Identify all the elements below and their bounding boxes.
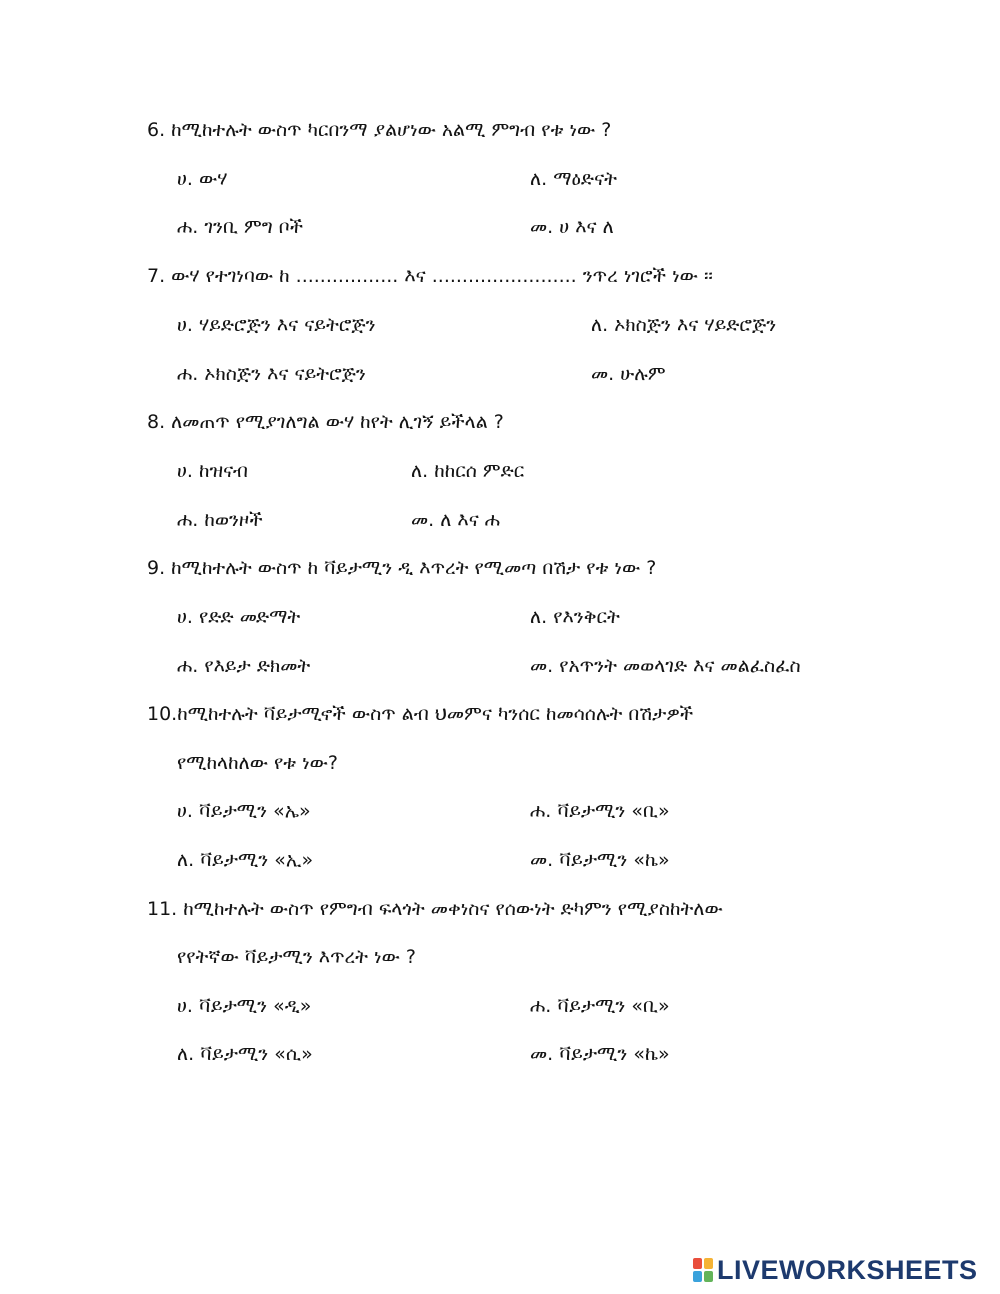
- option-9a: ሀ. የድድ መድማት: [177, 606, 301, 628]
- option-6b: ለ. ማዕድናት: [530, 168, 617, 190]
- option-7a: ሀ. ሃይድሮጅን እና ናይትሮጅን: [177, 314, 376, 336]
- option-8a: ሀ. ከዝናብ: [177, 460, 248, 482]
- option-7b: ለ. ኦክስጅን እና ሃይድሮጅን: [591, 314, 777, 336]
- question-7: 7. ውሃ የተገነባው ከ ................. እና ........................ ንጥረ ነገሮች ነው ፡፡: [147, 265, 713, 287]
- question-11: 11. ከሚከተሉት ውስጥ የምግብ ፍላጎት መቀነስና የሰውነት ድካምን የሚያስከትለው: [147, 898, 723, 920]
- option-8d: መ. ለ እና ሐ: [411, 509, 501, 531]
- option-8b: ለ. ከከርሰ ምድር: [411, 460, 525, 482]
- option-11c: ሐ. ቫይታሚን «ቢ»: [530, 995, 670, 1017]
- option-9d: መ. የአጥንት መወላገድ እና መልፈስፈስ: [530, 655, 801, 677]
- logo-mark-icon: [693, 1258, 713, 1282]
- option-10a: ሀ. ቫይታሚን «ኤ»: [177, 800, 311, 822]
- question-9: 9. ከሚከተሉት ውስጥ ከ ቫይታሚን ዲ እጥረት የሚመጣ በሽታ የቱ ነው ?: [147, 557, 657, 579]
- option-9b: ለ. የእንቅርት: [530, 606, 620, 628]
- option-6c: ሐ. ገንቢ ምግ ቦች: [177, 216, 304, 238]
- question-10-continued: የሚከላከለው የቱ ነው?: [177, 752, 338, 774]
- question-11-continued: የየትኛው ቫይታሚን እጥረት ነው ?: [177, 946, 416, 968]
- logo-square-2: [704, 1258, 713, 1269]
- option-6d: መ. ሀ እና ለ: [530, 216, 614, 238]
- option-10c: ሐ. ቫይታሚን «ቢ»: [530, 800, 670, 822]
- option-11b: ለ. ቫይታሚን «ሲ»: [177, 1043, 313, 1065]
- option-8c: ሐ. ከወንዞች: [177, 509, 263, 531]
- logo-square-3: [693, 1271, 702, 1282]
- option-11a: ሀ. ቫይታሚን «ዲ»: [177, 995, 312, 1017]
- question-6: 6. ከሚከተሉት ውስጥ ካርበንማ ያልሆነው አልሚ ምግብ የቱ ነው ?: [147, 119, 612, 141]
- option-7d: መ. ሁሉም: [591, 363, 666, 385]
- option-10b: ለ. ቫይታሚን «ኢ»: [177, 849, 314, 871]
- option-7c: ሐ. ኦክስጅን እና ናይትሮጅን: [177, 363, 366, 385]
- option-11d: መ. ቫይታሚን «ኬ»: [530, 1043, 670, 1065]
- question-8: 8. ለመጠጥ የሚያገለግል ውሃ ከየት ሊገኝ ይችላል ?: [147, 411, 504, 433]
- option-6a: ሀ. ውሃ: [177, 168, 228, 190]
- option-9c: ሐ. የእይታ ድክመት: [177, 655, 311, 677]
- logo-text: LIVEWORKSHEETS: [717, 1254, 978, 1285]
- question-10: 10.ከሚከተሉት ቫይታሚኖች ውስጥ ልብ ህመምና ካንሰር ከመሳሰሉት በሽታዎች: [147, 703, 694, 725]
- logo-square-1: [693, 1258, 702, 1269]
- liveworksheets-logo: [693, 1253, 978, 1287]
- option-10d: መ. ቫይታሚን «ኬ»: [530, 849, 670, 871]
- logo-square-4: [704, 1271, 713, 1282]
